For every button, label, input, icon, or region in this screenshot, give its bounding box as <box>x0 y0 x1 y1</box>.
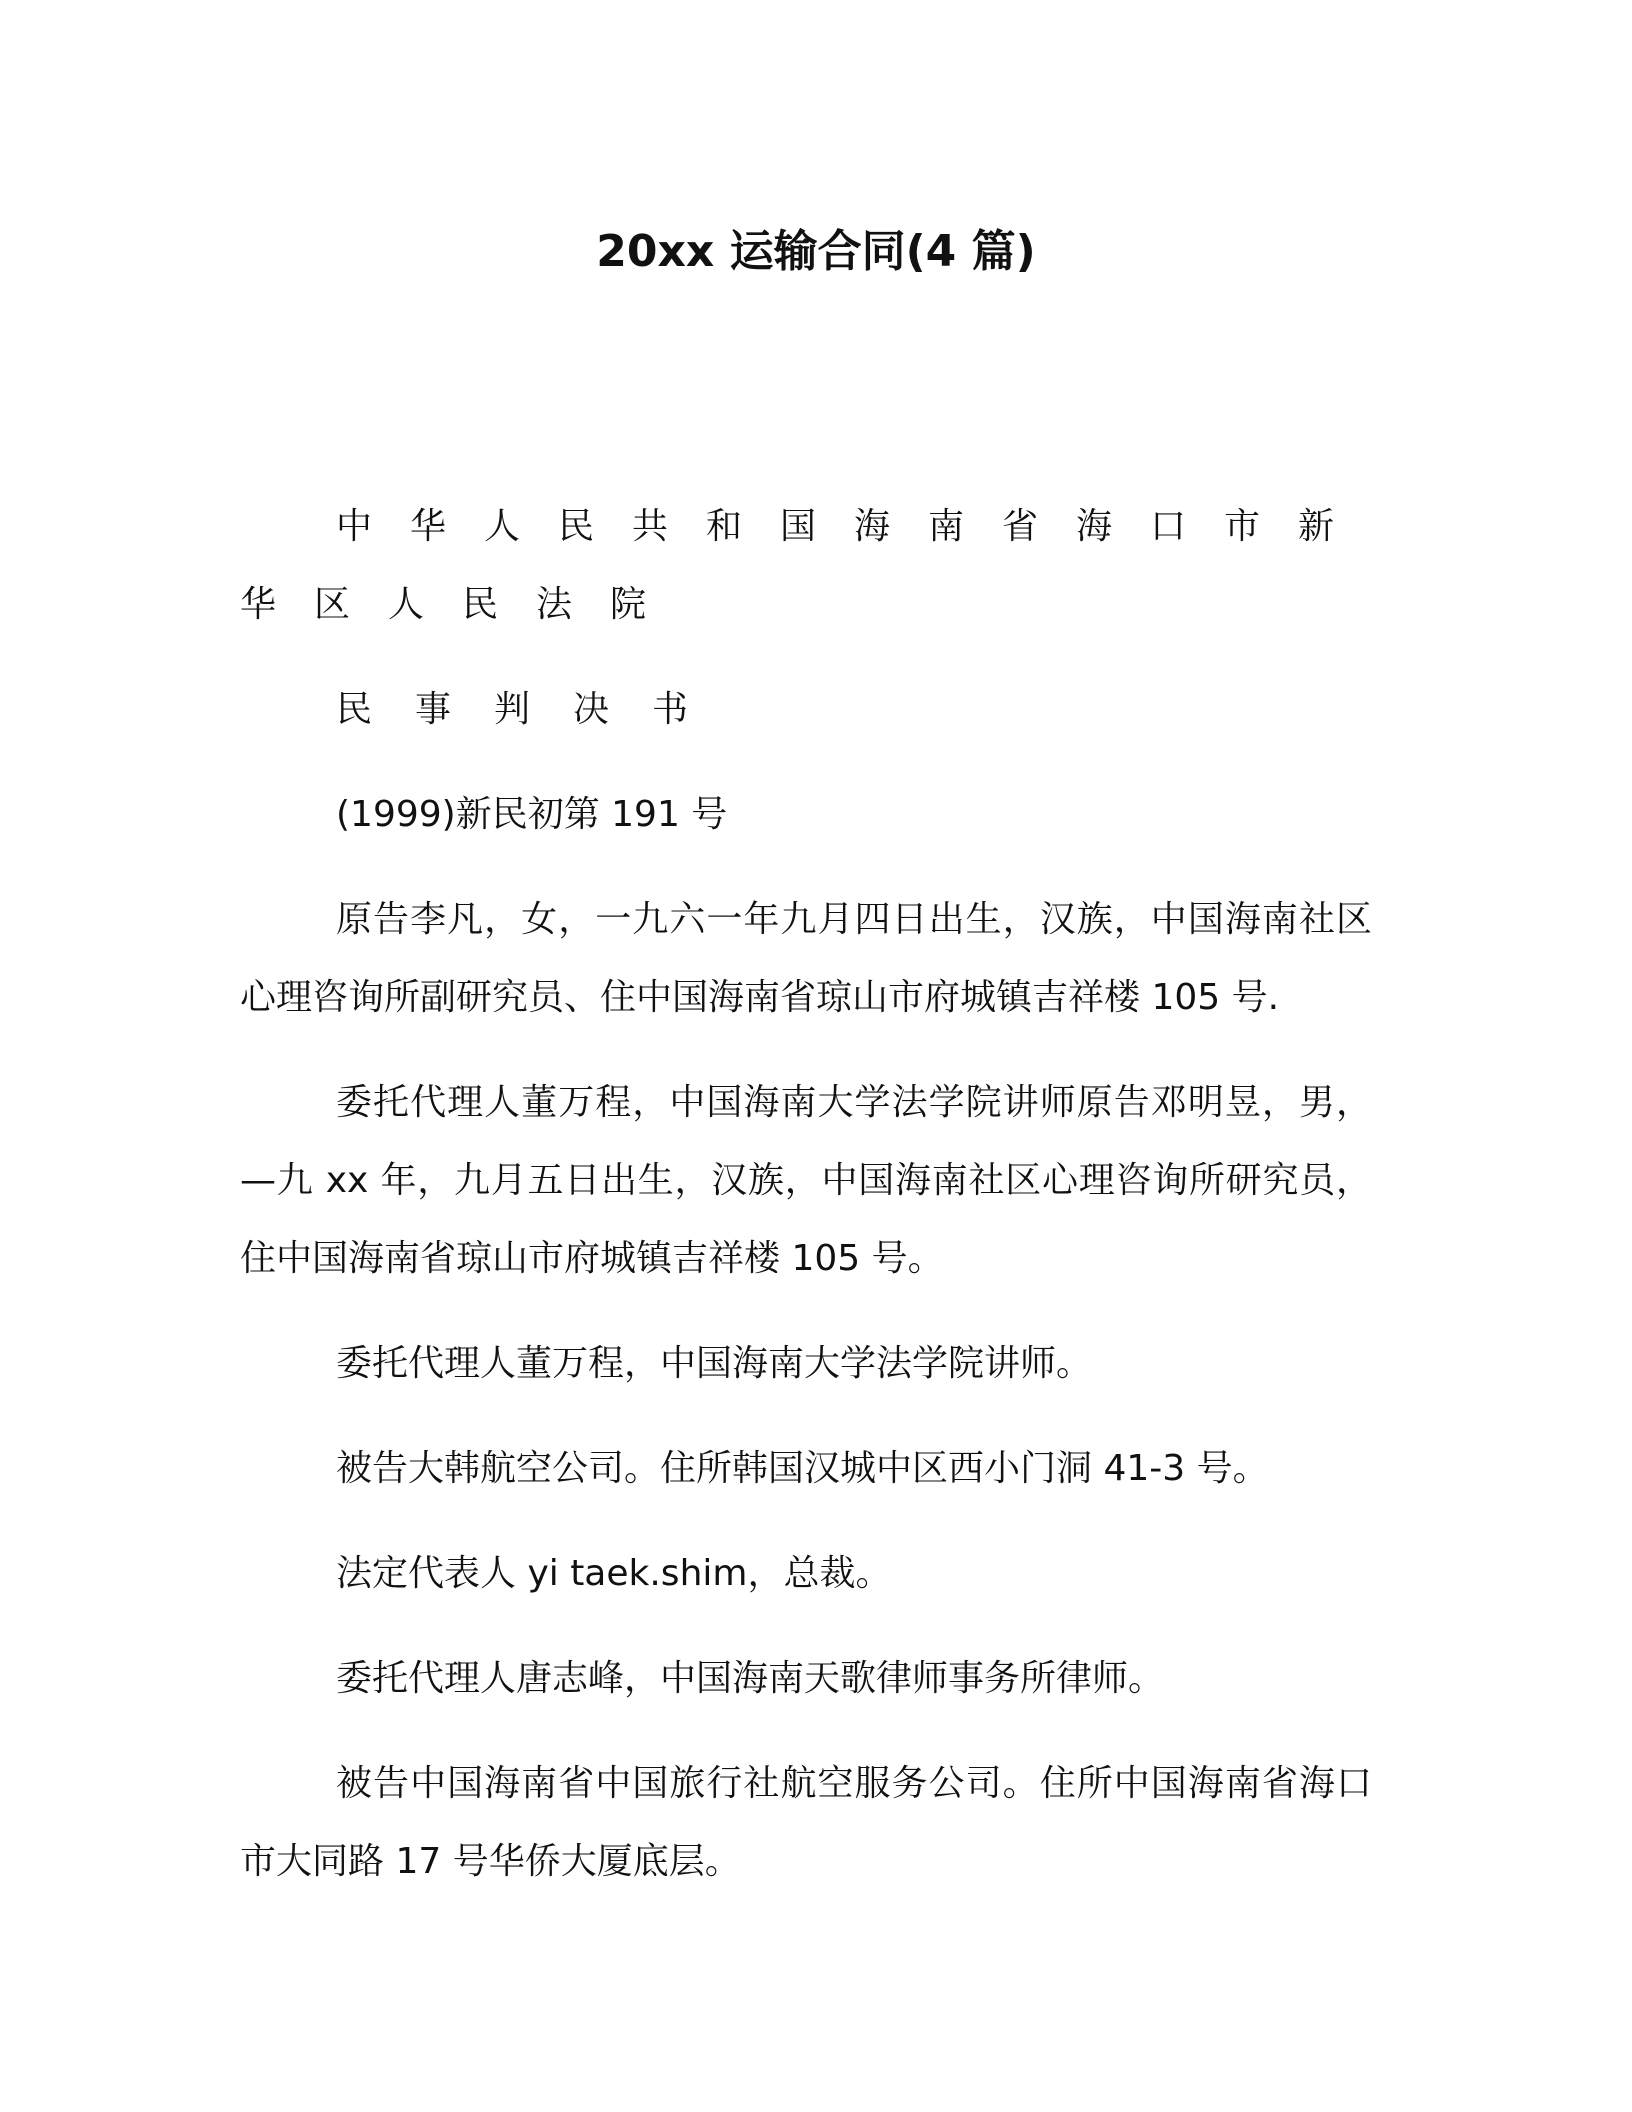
agent-paragraph: 委托代理人董万程，中国海南大学法学院讲师。 <box>336 1343 1093 1384</box>
agent-plaintiff-2-paragraph: 委托代理人董万程，中国海南大学法学院讲师原告邓明昱，男，—九 xx 年，九月五日出生，汉族，中国海南社区心理咨询所研究员，住中国海南省琼山市府城镇吉祥楼 105 号。 <box>240 1082 1372 1279</box>
defendant-2-paragraph: 被告中国海南省中国旅行社航空服务公司。住所中国海南省海口市大同路 17 号华侨大厦底层。 <box>240 1763 1372 1882</box>
plaintiff-1-paragraph: 原告李凡，女，一九六一年九月四日出生，汉族，中国海南社区心理咨询所副研究员、住中国海南省琼山市府城镇吉祥楼 105 号. <box>240 899 1372 1018</box>
document-title: 20xx 运输合同(4 篇) <box>596 226 1036 277</box>
defendant-agent-paragraph: 委托代理人唐志峰，中国海南天歌律师事务所律师。 <box>336 1658 1165 1699</box>
court-name-paragraph: 中华人民共和国海南省海口市新华区人民法院 <box>240 506 1373 625</box>
defendant-1-paragraph: 被告大韩航空公司。住所韩国汉城中区西小门洞 41-3 号。 <box>336 1448 1269 1489</box>
document-body <box>240 488 1372 1928</box>
case-number-paragraph: (1999)新民初第 191 号 <box>336 794 728 835</box>
judgment-type-paragraph: 民事判决书 <box>336 689 732 730</box>
legal-representative-paragraph: 法定代表人 yi taek.shim，总裁。 <box>336 1553 892 1594</box>
